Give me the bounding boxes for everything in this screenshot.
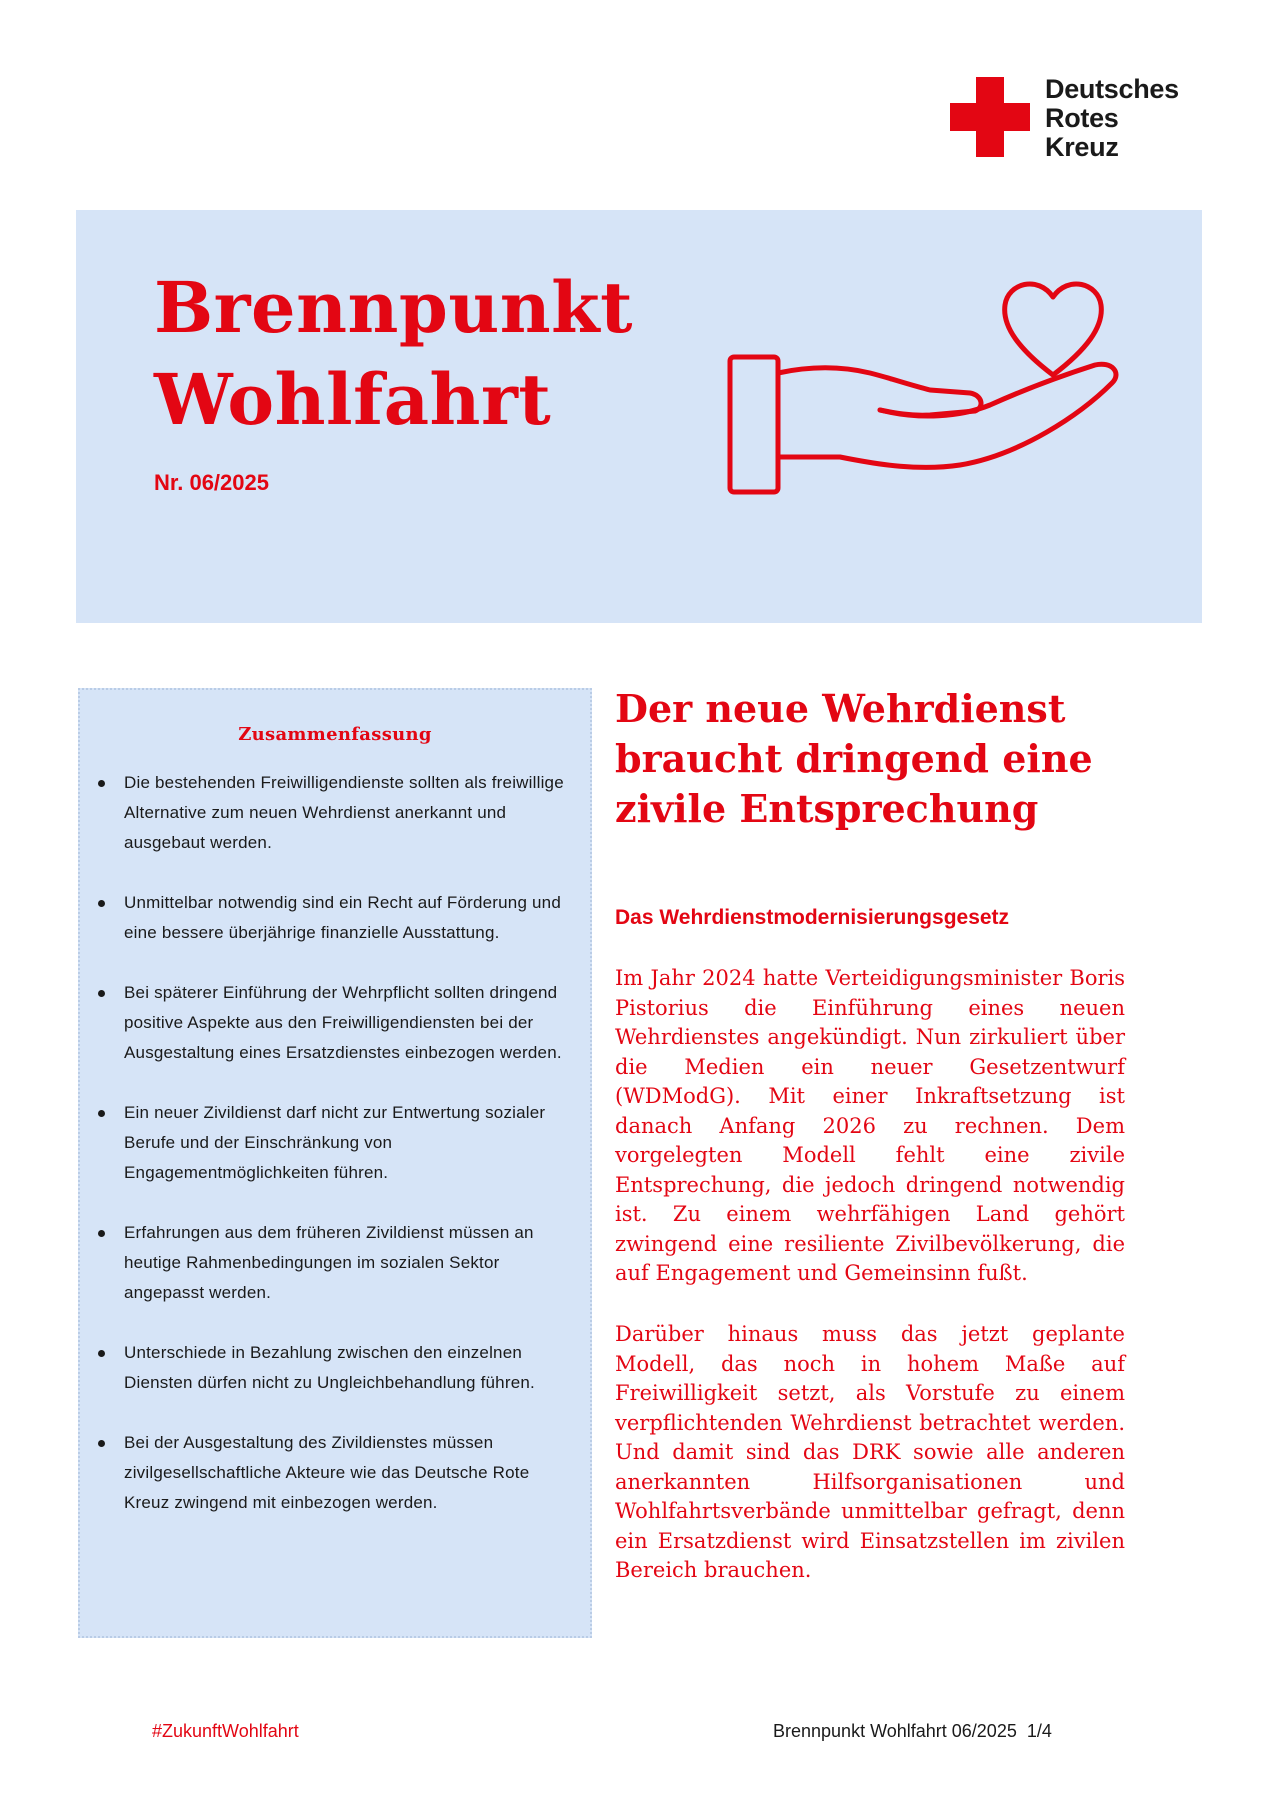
logo-line-3: Kreuz bbox=[1045, 132, 1119, 162]
title-line-1: Brennpunkt bbox=[154, 266, 633, 349]
red-cross-icon bbox=[950, 77, 1030, 157]
title-line-2: Wohlfahrt bbox=[154, 358, 552, 441]
summary-item: Bei späterer Einführung der Wehrpflicht sollten dringend positive Aspekte aus den Freiwilligendiensten bei der Ausgestaltung eines Ersatzdienstes einbezogen werden. bbox=[96, 978, 576, 1068]
article-headline: Der neue Wehrdienst braucht dringend eine zivile Entsprechung bbox=[615, 686, 1093, 831]
summary-item: Unmittelbar notwendig sind ein Recht auf Förderung und eine bessere überjährige finanzielle Ausstattung. bbox=[96, 888, 576, 948]
drk-logo bbox=[950, 75, 1200, 160]
logo-wordmark bbox=[1045, 75, 1179, 162]
page-number: 1/4 bbox=[1026, 1721, 1052, 1741]
publication-title bbox=[154, 262, 633, 446]
summary-item: Die bestehenden Freiwilligendienste sollten als freiwillige Alternative zum neuen Wehrdienst anerkannt und ausgebaut werden. bbox=[96, 768, 576, 858]
article-subheading: Das Wehrdienstmodernisierungsgesetz bbox=[615, 906, 1010, 929]
summary-title: Zusammenfassung bbox=[238, 724, 432, 745]
summary-list bbox=[96, 768, 576, 1548]
summary-box bbox=[78, 688, 592, 1638]
article-paragraph-2: Darüber hinaus muss das jetzt geplante Modell, das noch in hohem Maße auf Freiwilligkeit setzt, als Vorstufe zu einem verpflichtenden Wehrdienst betrachtet werden. Und damit sind das DRK sowie alle anderen anerkannten Hilfsorganisationen und Wohlfahrtsverbände unmittelbar gefragt, denn ein Ersatzdienst wird Einsatzstellen im zivilen Bereich brauchen. bbox=[615, 1322, 1125, 1582]
logo-line-2: Rotes bbox=[1045, 103, 1119, 133]
summary-item: Ein neuer Zivildienst darf nicht zur Entwertung sozialer Berufe und der Einschränkung von Engagementmöglichkeiten führen. bbox=[96, 1098, 576, 1188]
hand-with-heart-icon bbox=[720, 265, 1150, 540]
footer-hashtag: #ZukunftWohlfahrt bbox=[152, 1721, 299, 1741]
footer-publication-title: Brennpunkt Wohlfahrt 06/2025 bbox=[773, 1721, 1017, 1741]
issue-number: Nr. 06/2025 bbox=[154, 470, 269, 495]
article-paragraph-1: Im Jahr 2024 hatte Verteidigungsminister Boris Pistorius die Einführung eines neuen Wehrdienstes angekündigt. Nun zirkuliert über die Medien ein neuer Gesetzentwurf (WDModG). Mit einer Inkraftsetzung ist danach Anfang 2026 zu rechnen. Dem vorgelegten Modell fehlt eine zivile Entsprechung, die jedoch dringend notwendig ist. Zu einem wehrfähigen Land gehört zwingend eine resiliente Zivilbevölkerung, die auf Engagement und Gemeinsinn fußt. bbox=[615, 966, 1125, 1285]
summary-item: Erfahrungen aus dem früheren Zivildienst müssen an heutige Rahmenbedingungen im sozialen Sektor angepasst werden. bbox=[96, 1218, 576, 1308]
summary-item: Unterschiede in Bezahlung zwischen den einzelnen Diensten dürfen nicht zu Ungleichbehandlung führen. bbox=[96, 1338, 576, 1398]
logo-line-1: Deutsches bbox=[1045, 74, 1179, 104]
footer-publication bbox=[773, 1721, 1052, 1742]
summary-item: Bei der Ausgestaltung des Zivildienstes müssen zivilgesellschaftliche Akteure wie das Deutsche Rote Kreuz zwingend mit einbezogen werden. bbox=[96, 1428, 576, 1518]
